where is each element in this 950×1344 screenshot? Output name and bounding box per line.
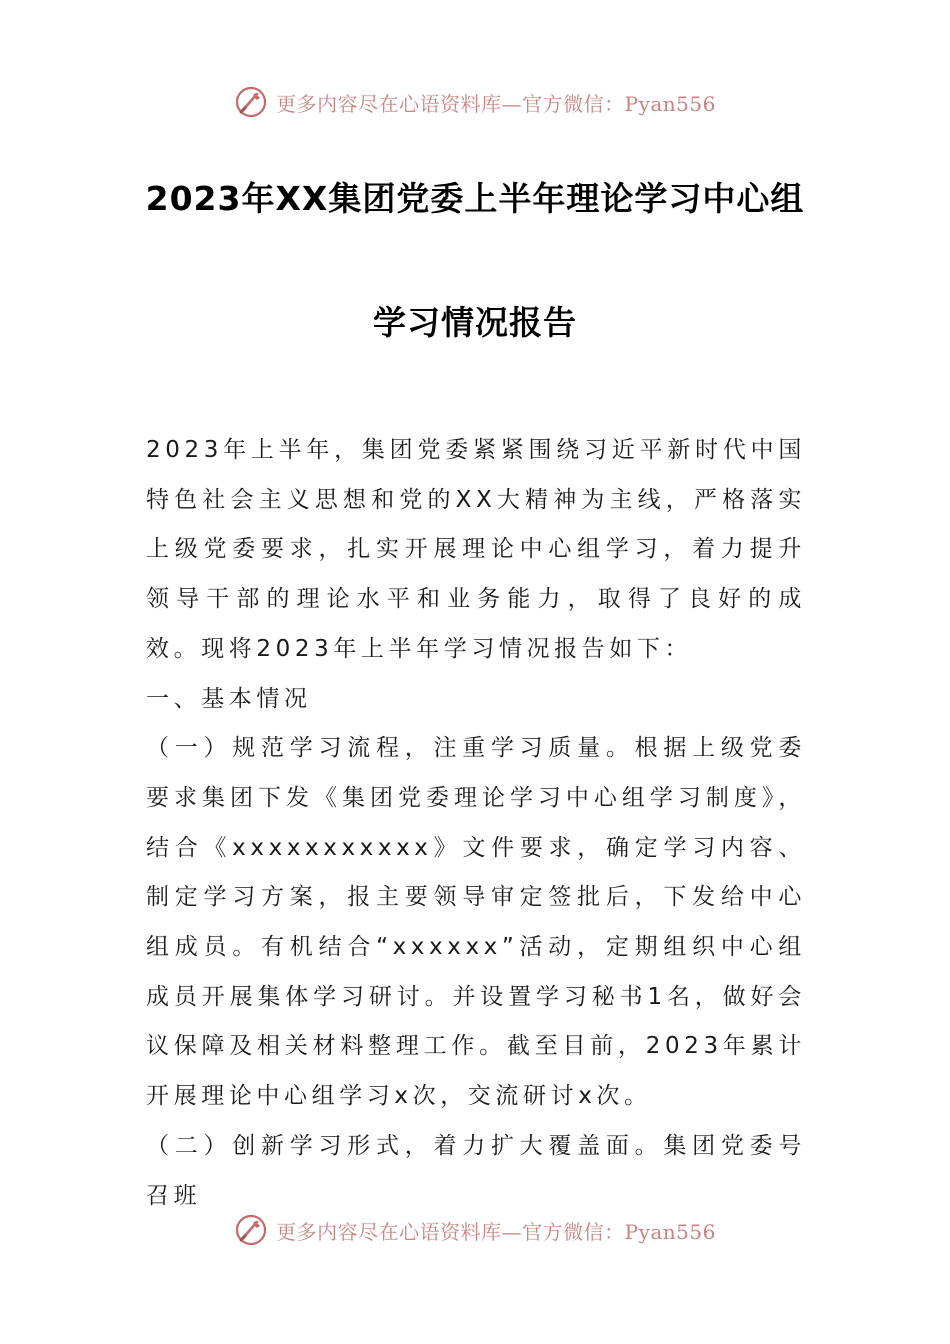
watermark-wechat-label: 官方微信：	[522, 1219, 625, 1244]
watermark-text	[276, 1216, 716, 1245]
pen-logo-icon	[234, 85, 268, 119]
paragraph-section-1: （一）规范学习流程，注重学习质量。根据上级党委要求集团下发《集团党委理论学习中心组学习制度》，结合《xxxxxxxxxxx》文件要求，确定学习内容、制定学习方案，报主要领导审定签批后，下发给中心组成员。有机结合“xxxxxx”活动，定期组织中心组成员开展集体学习研讨。并设置学习秘书1名，做好会议保障及相关材料整理工作。截至目前，2023年累计开展理论中心组学习x次，交流研讨x次。	[146, 735, 806, 1110]
document-title-line-2: 学习情况报告	[373, 303, 577, 342]
pen-logo-icon	[234, 1213, 268, 1247]
document-title-line-1: 2023年XX集团党委上半年理论学习中心组	[145, 179, 805, 218]
watermark-wechat-label: 官方微信：	[522, 91, 625, 116]
section-heading-basic-situation: 一、基本情况	[146, 685, 312, 712]
paragraph-intro: 2023年上半年，集团党委紧紧围绕习近平新时代中国特色社会主义思想和党的XX大精神为主线，严格落实上级党委要求，扎实开展理论中心组学习，着力提升领导干部的理论水平和业务能力，取得了良好的成效。现将2023年上半年学习情况报告如下：	[146, 437, 806, 662]
watermark-banner-bottom	[0, 1208, 950, 1252]
watermark-dash: —	[501, 1219, 523, 1244]
watermark-wechat-id: Pyan556	[624, 1219, 716, 1244]
paragraph-section-2: （二）创新学习形式，着力扩大覆盖面。集团党委号召班	[146, 1132, 806, 1209]
document-body	[146, 426, 806, 1221]
watermark-site-name: 更多内容尽在心语资料库	[276, 1219, 502, 1244]
watermark-text	[276, 88, 716, 117]
watermark-site-name: 更多内容尽在心语资料库	[276, 91, 502, 116]
watermark-wechat-id: Pyan556	[624, 91, 716, 116]
watermark-dash: —	[501, 91, 523, 116]
watermark-banner-top	[0, 80, 950, 124]
